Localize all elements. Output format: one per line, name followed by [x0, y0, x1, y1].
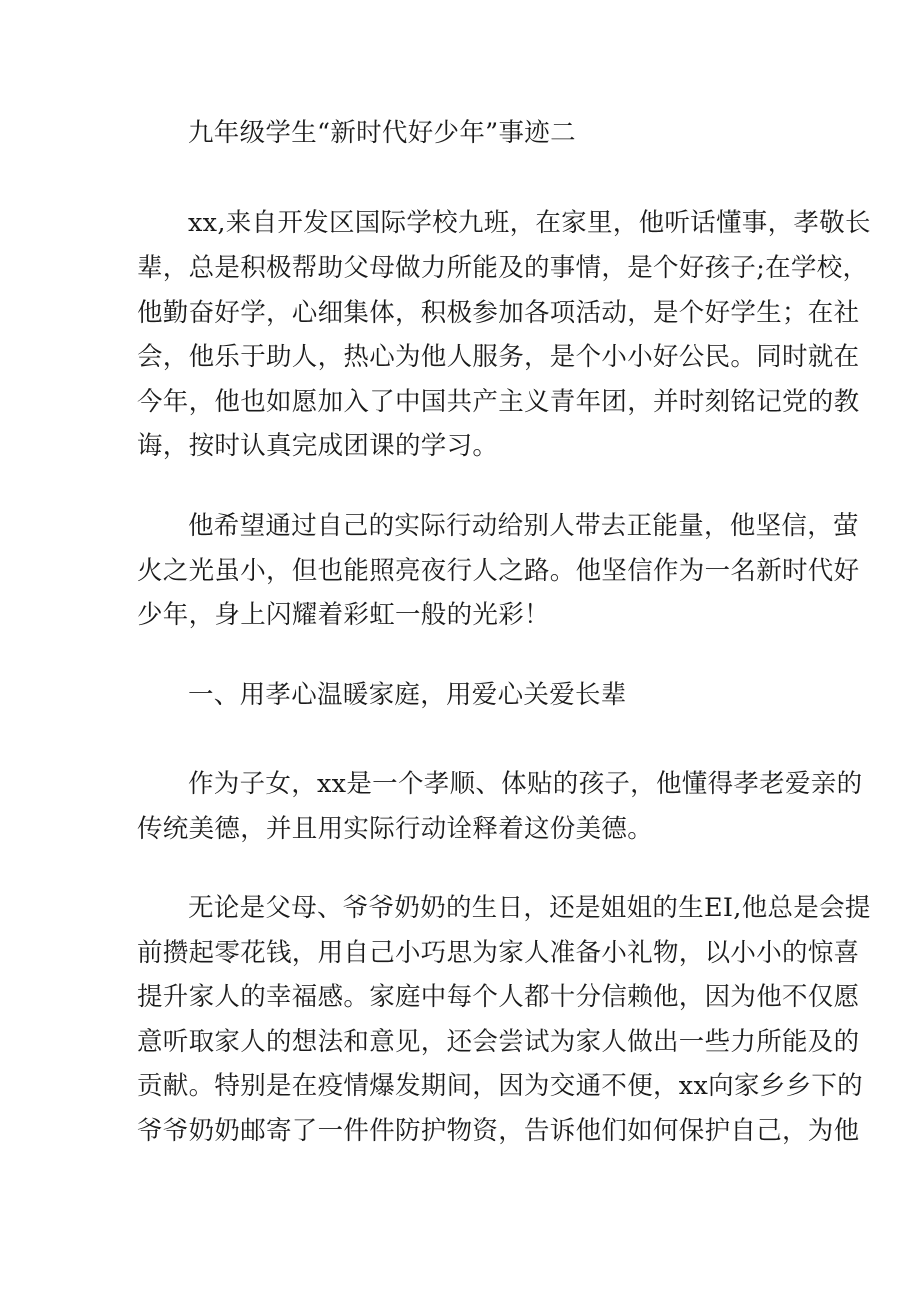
paragraph-line: xx,来自开发区国际学校九班，在家里，他听话懂事，孝敬长 [188, 208, 871, 238]
paragraph-line: 今年，他也如愿加入了中国共产主义青年团，并时刻铭记党的教 [137, 387, 860, 417]
paragraph-line: 传统美德，并且用实际行动诠释着这份美德。 [137, 814, 654, 844]
paragraph-line: 作为子女，xx是一个孝顺、体贴的孩子，他懂得孝老爱亲的 [188, 769, 863, 799]
document-title: 九年级学生“新时代好少年”事迹二 [188, 118, 576, 148]
paragraph-line: 会，他乐于助人，热心为他人服务，是个小小好公民。同时就在 [137, 342, 860, 372]
paragraph-line: 前攒起零花钱，用自己小巧思为家人准备小礼物，以小小的惊喜 [137, 938, 860, 968]
paragraph-line: 诲，按时认真完成团课的学习。 [137, 431, 499, 461]
paragraph-line: 他勤奋好学，心细集体，积极参加各项活动，是个好学生；在社 [137, 298, 860, 328]
paragraph-line: 辈，总是积极帮助父母做力所能及的事情，是个好孩子;在学校， [137, 253, 869, 283]
paragraph-line: 少年，身上闪耀着彩虹一般的光彩！ [137, 600, 550, 630]
paragraph-line: 提升家人的幸福感。家庭中每个人都十分信赖他，因为他不仅愿 [137, 982, 860, 1012]
paragraph-line: 火之光虽小，但也能照亮夜行人之路。他坚信作为一名新时代好 [137, 556, 860, 586]
paragraph-line: 他希望通过自己的实际行动给别人带去正能量，他坚信，萤 [188, 511, 859, 541]
section-heading: 一、用孝心温暖家庭，用爱心关爱长辈 [188, 680, 627, 710]
paragraph-line: 贡献。特别是在疫情爆发期间，因为交通不便，xx向家乡乡下的 [137, 1071, 863, 1101]
paragraph-line: 爷爷奶奶邮寄了一件件防护物资，告诉他们如何保护自己，为他 [137, 1116, 860, 1146]
paragraph-line: 意听取家人的想法和意见，还会尝试为家人做出一些力所能及的 [137, 1027, 860, 1057]
paragraph-line: 无论是父母、爷爷奶奶的生日，还是姐姐的生ΕΙ,他总是会提 [188, 893, 871, 923]
